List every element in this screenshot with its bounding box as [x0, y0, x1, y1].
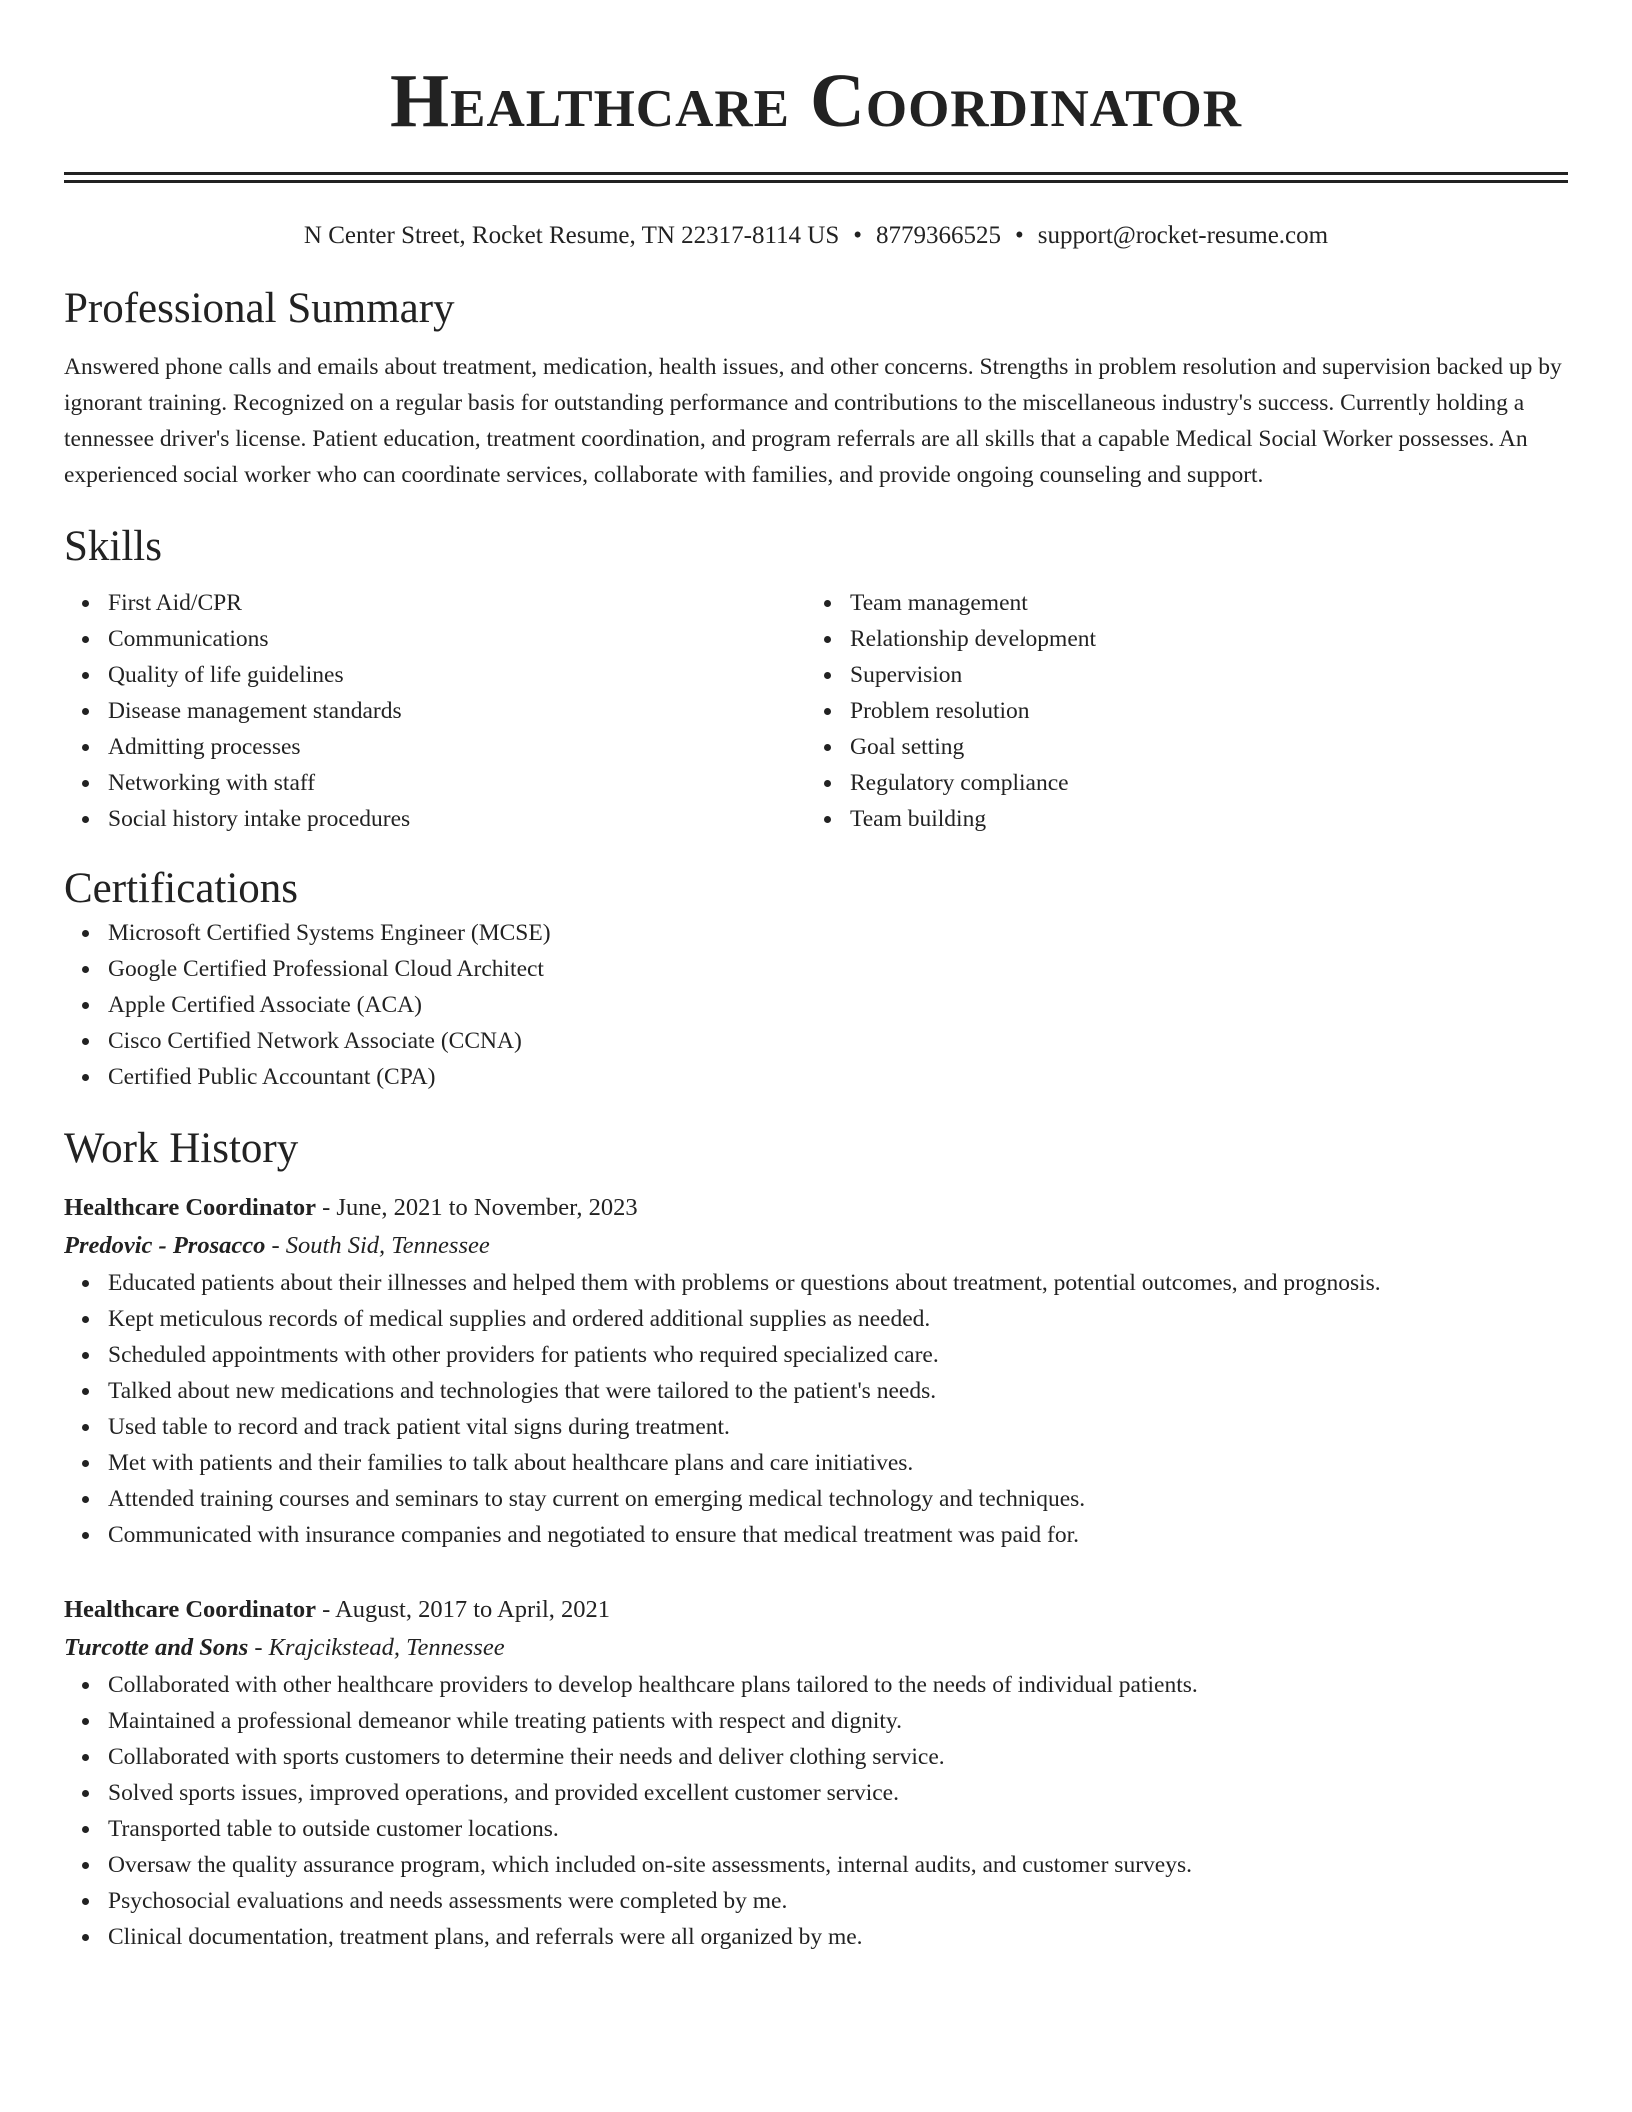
certification-item: Cisco Certified Network Associate (CCNA)	[108, 1023, 1568, 1059]
job-header	[64, 1591, 1568, 1629]
job-entry	[64, 1591, 1568, 1955]
job-duty: Attended training courses and seminars to stay current on emerging medical technology and techniques.	[108, 1481, 1568, 1517]
skills-column-right	[806, 585, 1548, 837]
certification-item: Apple Certified Associate (ACA)	[108, 987, 1568, 1023]
skills-heading: Skills	[64, 523, 162, 570]
job-duty: Kept meticulous records of medical supplies and ordered additional supplies as needed.	[108, 1301, 1568, 1337]
contact-address: N Center Street, Rocket Resume, TN 22317-8114 US	[303, 222, 840, 249]
skill-item: Goal setting	[850, 729, 1548, 765]
summary-heading: Professional Summary	[64, 285, 455, 332]
job-location: South Sid, Tennessee	[285, 1232, 490, 1259]
skill-item: Quality of life guidelines	[108, 657, 806, 693]
job-duty: Collaborated with sports customers to determine their needs and deliver clothing service.	[108, 1739, 1568, 1775]
job-company: Predovic - Prosacco	[64, 1232, 266, 1259]
certifications-heading: Certifications	[64, 865, 299, 912]
skill-item: Communications	[108, 621, 806, 657]
job-duties-list	[64, 1667, 1568, 1955]
job-duty: Collaborated with other healthcare providers to develop healthcare plans tailored to the needs of individual patients.	[108, 1667, 1568, 1703]
job-dash: -	[316, 1596, 336, 1623]
certification-item: Google Certified Professional Cloud Architect	[108, 951, 1568, 987]
job-header	[64, 1189, 1568, 1227]
skill-item: Team management	[850, 585, 1548, 621]
contact-line	[64, 219, 1568, 253]
certification-item: Certified Public Accountant (CPA)	[108, 1059, 1568, 1095]
skills-list-left	[64, 585, 806, 837]
skill-item: Supervision	[850, 657, 1548, 693]
job-duty: Talked about new medications and technologies that were tailored to the patient's needs.	[108, 1373, 1568, 1409]
skill-item: Team building	[850, 801, 1548, 837]
skills-column-left	[64, 585, 806, 837]
job-duty: Solved sports issues, improved operations, and provided excellent customer service.	[108, 1775, 1568, 1811]
contact-separator: •	[1015, 222, 1024, 249]
job-title: Healthcare Coordinator	[64, 1194, 316, 1221]
job-location: Krajcikstead, Tennessee	[268, 1634, 505, 1661]
contact-separator: •	[853, 222, 863, 249]
header-divider	[64, 172, 1568, 183]
certifications-list	[64, 915, 1568, 1095]
resume-name: Healthcare Coordinator	[390, 59, 1242, 143]
job-company: Turcotte and Sons	[64, 1634, 249, 1661]
job-duty: Used table to record and track patient vital signs during treatment.	[108, 1409, 1568, 1445]
job-duty: Psychosocial evaluations and needs assessments were completed by me.	[108, 1883, 1568, 1919]
summary-text: Answered phone calls and emails about treatment, medication, health issues, and other concerns. Strengths in problem resolution and supervision backed up by ignorant training. Recognized on a regular basis for outstanding performance and contributions to the miscellaneous industry's success. Currently holding a tennessee driver's license. Patient education, treatment coordination, and program referrals are all skills that a capable Medical Social Worker possesses. An experienced social worker who can coordinate services, collaborate with families, and provide ongoing counseling and support.	[64, 354, 1562, 488]
skill-item: Problem resolution	[850, 693, 1548, 729]
contact-email: support@rocket-resume.com	[1037, 222, 1329, 249]
job-duty: Oversaw the quality assurance program, which included on-site assessments, internal audits, and customer surveys.	[108, 1847, 1568, 1883]
skill-item: Relationship development	[850, 621, 1548, 657]
job-dates: August, 2017 to April, 2021	[335, 1596, 611, 1623]
job-dash: -	[316, 1194, 337, 1221]
skills-columns	[64, 585, 1568, 837]
job-duty: Clinical documentation, treatment plans, and referrals were all organized by me.	[108, 1919, 1568, 1955]
contact-phone: 8779366525	[876, 222, 1002, 249]
job-employer-line	[64, 1227, 1568, 1265]
job-title: Healthcare Coordinator	[64, 1596, 316, 1623]
skill-item: Networking with staff	[108, 765, 806, 801]
job-duty: Educated patients about their illnesses and helped them with problems or questions about treatment, potential outcomes, and prognosis.	[108, 1265, 1568, 1301]
job-duties-list	[64, 1265, 1568, 1553]
job-dates: June, 2021 to November, 2023	[336, 1194, 638, 1221]
job-duty: Scheduled appointments with other providers for patients who required specialized care.	[108, 1337, 1568, 1373]
skills-list-right	[806, 585, 1548, 837]
job-duty: Transported table to outside customer locations.	[108, 1811, 1568, 1847]
skill-item: Admitting processes	[108, 729, 806, 765]
skill-item: Social history intake procedures	[108, 801, 806, 837]
job-dash: -	[248, 1634, 269, 1661]
skill-item: Regulatory compliance	[850, 765, 1548, 801]
job-duty: Maintained a professional demeanor while treating patients with respect and dignity.	[108, 1703, 1568, 1739]
job-duty: Communicated with insurance companies and negotiated to ensure that medical treatment was paid for.	[108, 1517, 1568, 1553]
work-history-heading: Work History	[64, 1125, 299, 1172]
certification-item: Microsoft Certified Systems Engineer (MCSE)	[108, 915, 1568, 951]
job-duty: Met with patients and their families to talk about healthcare plans and care initiatives.	[108, 1445, 1568, 1481]
job-employer-line	[64, 1629, 1568, 1667]
skill-item: First Aid/CPR	[108, 585, 806, 621]
skill-item: Disease management standards	[108, 693, 806, 729]
job-entry	[64, 1189, 1568, 1553]
job-dash: -	[265, 1232, 286, 1259]
